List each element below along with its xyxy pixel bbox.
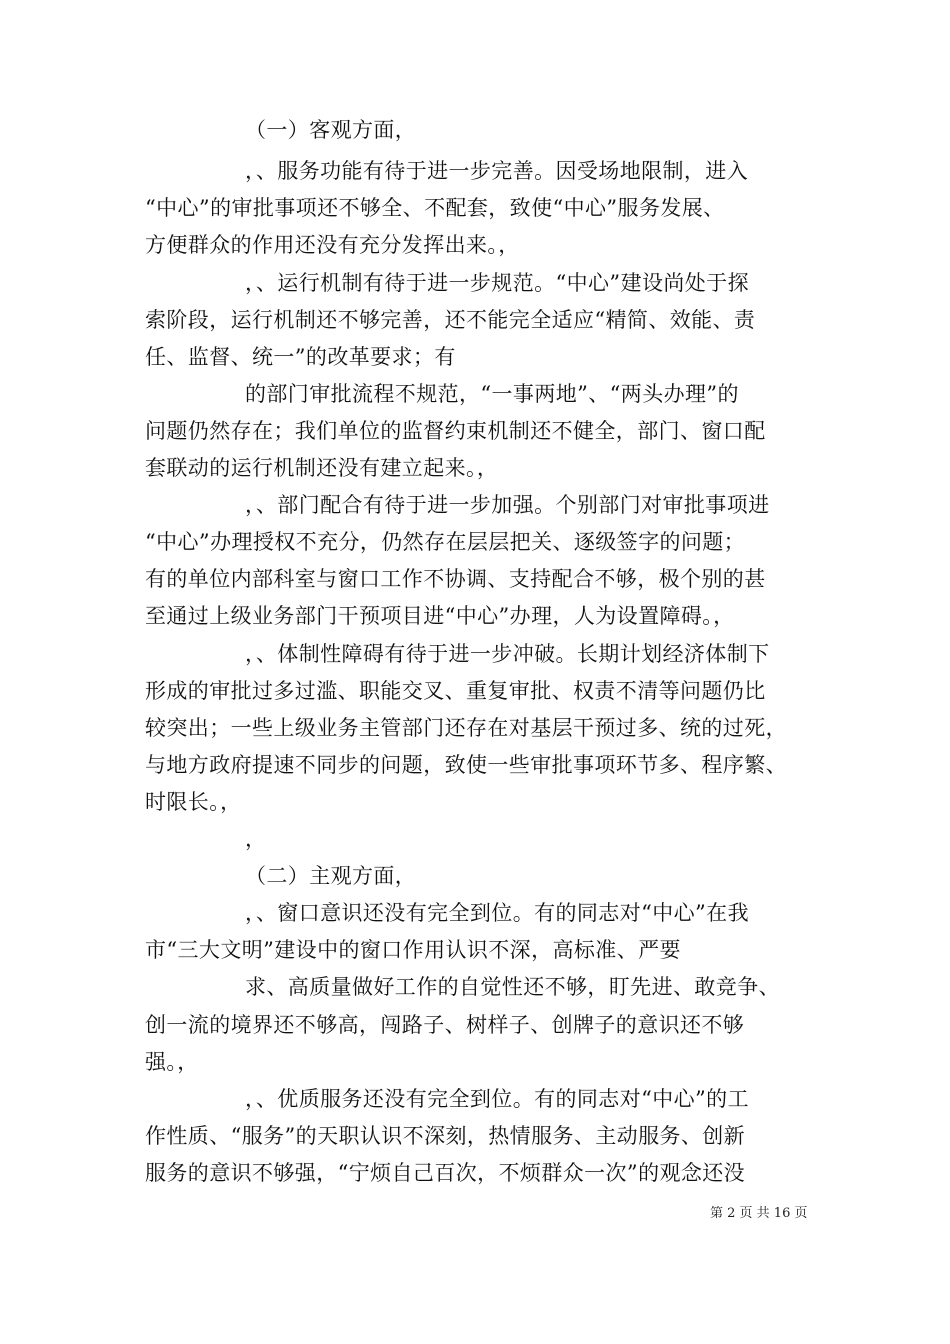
- paragraph-line: 至通过上级业务部门干预项目进“中心”办理，人为设置障碍。，: [145, 604, 735, 628]
- heading-subjective: （二）主观方面，: [245, 864, 417, 888]
- paragraph-line: 的部门审批流程不规范，“一事两地”、“两头办理”的: [245, 382, 739, 406]
- paragraph-line: ，: [245, 827, 267, 851]
- paragraph-line: 问题仍然存在；我们单位的监督约束机制还不健全，部门、窗口配: [145, 419, 766, 443]
- paragraph-line: ，、服务功能有待于进一步完善。因受场地限制，进入: [245, 159, 749, 183]
- paragraph-line: 任、监督、统一”的改革要求；有: [145, 345, 456, 369]
- paragraph-line: 有的单位内部科室与窗口工作不协调、支持配合不够，极个别的甚: [145, 567, 766, 591]
- heading-objective: （一）客观方面，: [245, 118, 417, 142]
- paragraph-line: “中心”的审批事项还不够全、不配套，致使“中心”服务发展、: [145, 196, 725, 220]
- paragraph-line: 时限长。，: [145, 790, 242, 814]
- page-number-footer: 第 2 页 共 16 页: [710, 1206, 808, 1221]
- paragraph-line: “中心”办理授权不充分，仍然存在层层把关、逐级签字的问题；: [145, 530, 746, 554]
- paragraph-line: 与地方政府提速不同步的问题，致使一些审批事项环节多、程序繁、: [145, 753, 787, 777]
- paragraph-line: ，、优质服务还没有完全到位。有的同志对“中心”的工: [245, 1087, 749, 1111]
- paragraph-line: 较突出；一些上级业务主管部门还存在对基层干预过多、统的过死，: [145, 716, 787, 740]
- paragraph-line: 套联动的运行机制还没有建立起来。，: [145, 456, 499, 480]
- paragraph-line: ，、运行机制有待于进一步规范。“中心”建设尚处于探: [245, 271, 749, 295]
- paragraph-line: 索阶段，运行机制还不够完善，还不能完全适应“精简、效能、责: [145, 308, 756, 332]
- paragraph-line: ，、窗口意识还没有完全到位。有的同志对“中心”在我: [245, 901, 749, 925]
- paragraph-line: 作性质、“服务”的天职认识不深刻，热情服务、主动服务、创新: [145, 1124, 746, 1148]
- paragraph-line: ，、体制性障碍有待于进一步冲破。长期计划经济体制下: [245, 642, 770, 666]
- paragraph-line: 市“三大文明”建设中的窗口作用认识不深，高标准、严要: [145, 938, 681, 962]
- paragraph-line: 创一流的境界还不够高，闯路子、树样子、创牌子的意识还不够: [145, 1013, 745, 1037]
- paragraph-line: 形成的审批过多过滥、职能交叉、重复审批、权责不清等问题仍比: [145, 679, 766, 703]
- paragraph-line: 强。，: [145, 1050, 199, 1074]
- paragraph-line: 求、高质量做好工作的自觉性还不够，盯先进、敢竞争、: [245, 975, 780, 999]
- paragraph-line: ，、部门配合有待于进一步加强。个别部门对审批事项进: [245, 493, 770, 517]
- paragraph-line: 方便群众的作用还没有充分发挥出来。，: [145, 233, 520, 257]
- paragraph-line: 服务的意识不够强，“宁烦自己百次，不烦群众一次”的观念还没: [145, 1161, 746, 1185]
